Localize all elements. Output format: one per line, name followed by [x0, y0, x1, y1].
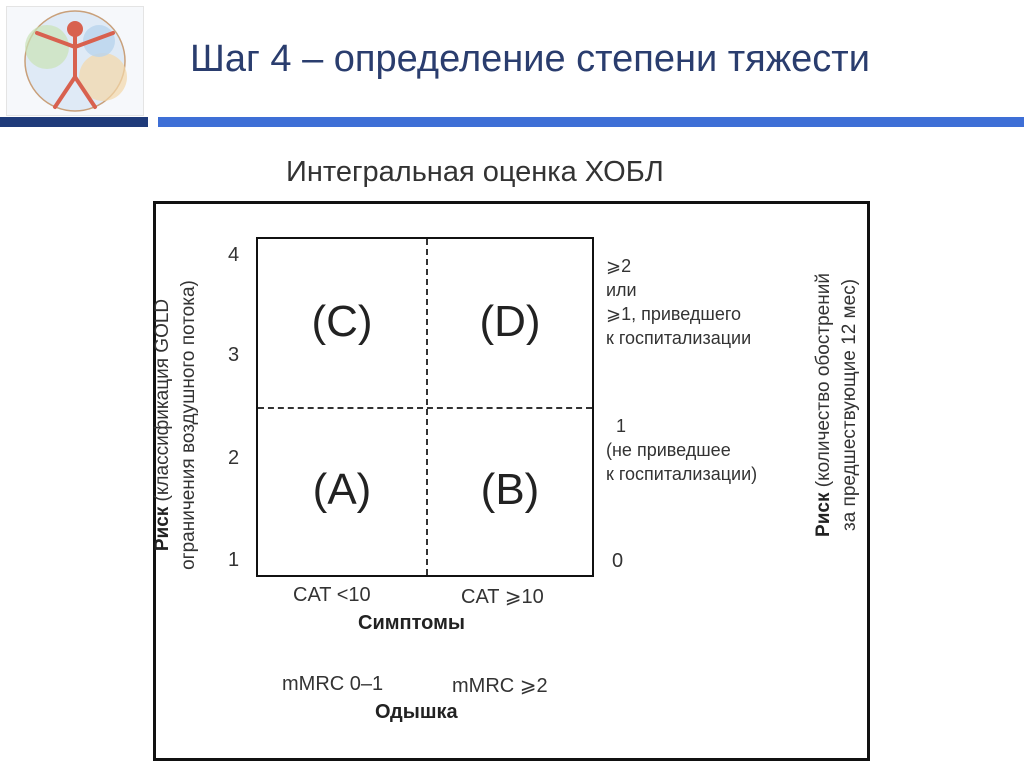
risk-high-line-3: ⩾1, приведшего	[606, 304, 742, 324]
risk-mid-line-3: к госпитализации)	[606, 464, 758, 484]
horizontal-divider	[258, 407, 592, 409]
risk-mid-line-1: 1	[616, 416, 627, 436]
right-axis-line1: (количество обострений	[813, 273, 834, 493]
right-axis-line2: за предшествующие 12 мес)	[839, 278, 860, 532]
risk-high-line-4: к госпитализации	[606, 328, 752, 348]
right-axis-label	[811, 225, 871, 585]
risk-high-line-1: ⩾2	[606, 256, 632, 276]
page-title: Шаг 4 – определение степени тяжести	[190, 38, 870, 80]
page-subtitle: Интегральная оценка ХОБЛ	[286, 156, 664, 188]
tick-1: 1	[228, 549, 240, 571]
tick-4: 4	[228, 244, 240, 266]
header-bar-right	[158, 117, 1024, 127]
cat-low-label: CAT <10	[293, 584, 371, 606]
left-axis-bold: Риск	[152, 506, 173, 552]
cat-high-label: CAT ⩾10	[461, 586, 544, 608]
risk-mid-note	[606, 414, 757, 486]
quadrant-c: (C)	[311, 297, 373, 346]
risk-mid-line-2: (не приведшее	[606, 440, 731, 460]
left-axis-line2: ограничения воздушного потока)	[178, 280, 199, 570]
tick-2: 2	[228, 447, 240, 469]
tick-3: 3	[228, 344, 240, 366]
dyspnea-title: Одышка	[375, 701, 458, 723]
mmrc-low-label: mMRC 0–1	[282, 673, 384, 695]
quadrant-grid	[256, 237, 594, 577]
quadrant-d: (D)	[479, 297, 541, 346]
quadrant-a: (A)	[312, 465, 372, 514]
vitruvian-logo	[6, 6, 144, 116]
header-bar-left	[0, 117, 148, 127]
symptoms-title: Симптомы	[358, 612, 465, 634]
left-axis-line1: (классификация GOLD	[152, 298, 173, 507]
risk-high-line-2: или	[606, 280, 637, 300]
right-axis-bold: Риск	[813, 492, 834, 537]
quadrant-b: (B)	[480, 465, 540, 514]
risk-low-note: 0	[612, 550, 624, 572]
left-axis-label	[150, 245, 210, 605]
mmrc-high-label: mMRC ⩾2	[452, 675, 548, 697]
risk-high-note	[606, 254, 751, 350]
